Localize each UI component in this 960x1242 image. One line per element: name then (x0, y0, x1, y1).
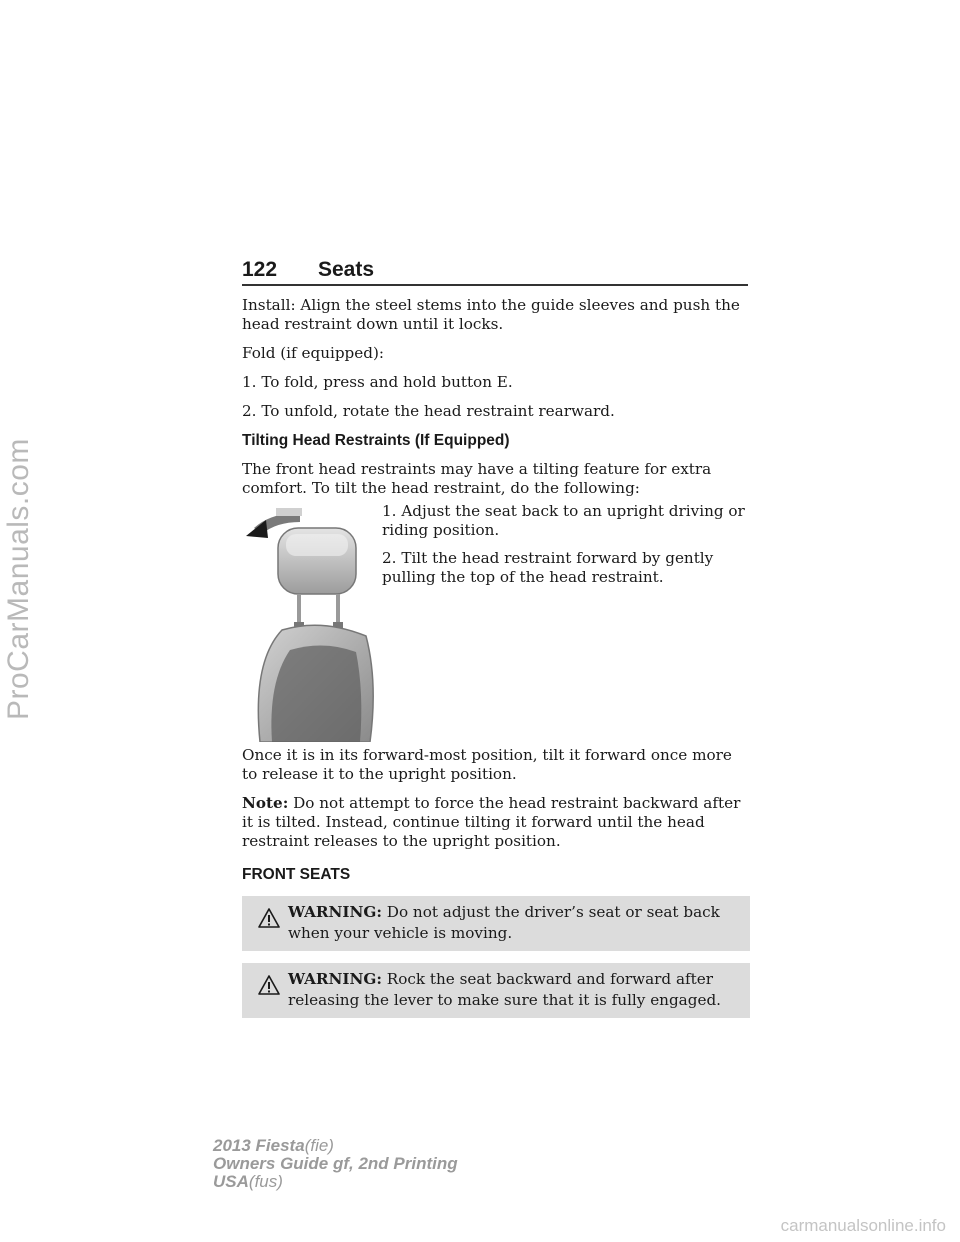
forward-most-paragraph: Once it is in its forward-most position, tilt it forward once more to release it to the upright position. (242, 746, 732, 783)
warning-triangle-icon (258, 975, 280, 995)
warning-box (242, 963, 750, 1018)
install-paragraph: Install: Align the steel stems into the guide sleeves and push the head restraint down until it locks. (242, 296, 740, 333)
footer-market-code: (fus) (248, 1172, 283, 1191)
warning-box (242, 896, 750, 951)
tilt-step-2: 2. Tilt the head restraint forward by gently pulling the top of the head restraint. (382, 549, 714, 586)
warning-message: Rock the seat backward and forward after releasing the lever to make sure that it is fully engaged. (288, 970, 721, 1009)
footer-market-line (213, 1173, 458, 1191)
section-title: Seats (318, 258, 375, 281)
head-restraint-tilt-illustration (242, 502, 376, 742)
tilting-heading: Tilting Head Restraints (If Equipped) (242, 432, 510, 449)
footer-model-line (213, 1137, 458, 1155)
tilting-intro: The front head restraints may have a tilting feature for extra comfort. To tilt the head restraint, do the following: (242, 460, 712, 497)
fold-step-2: 2. To unfold, rotate the head restraint rearward. (242, 402, 615, 420)
footer-market: USA (213, 1172, 249, 1191)
footer-model: 2013 Fiesta (213, 1136, 305, 1155)
side-watermark: ProCarManuals.com (2, 438, 35, 720)
tilt-step-1: 1. Adjust the seat back to an upright driving or riding position. (382, 502, 745, 539)
warning-label: WARNING: (288, 970, 382, 988)
page-number: 122 (242, 258, 278, 281)
tilt-figure-row (242, 502, 750, 738)
note-label: Note: (242, 794, 289, 812)
warning-text (288, 969, 738, 1011)
warning-message: Do not adjust the driver’s seat or seat back when your vehicle is moving. (288, 903, 720, 942)
page-content (242, 296, 750, 1030)
fold-heading: Fold (if equipped): (242, 344, 385, 362)
footer-guide-line (213, 1155, 458, 1173)
page-footer (213, 1137, 458, 1191)
fold-step-1: 1. To fold, press and hold button E. (242, 373, 513, 391)
bottom-watermark: carmanualsonline.info (780, 1216, 946, 1235)
tilt-steps (382, 502, 750, 596)
footer-guide: Owners Guide gf, 2nd Printing (213, 1154, 458, 1173)
page-header (242, 258, 748, 286)
footer-model-code: (fie) (304, 1136, 334, 1155)
warning-triangle-icon (258, 908, 280, 928)
front-seats-heading: FRONT SEATS (242, 866, 351, 883)
warning-label: WARNING: (288, 903, 382, 921)
note-text: Do not attempt to force the head restraint backward after it is tilted. Instead, continue tilting it forward until the head restraint releases to the upright position. (242, 794, 741, 850)
warning-text (288, 902, 738, 944)
note-paragraph (242, 794, 750, 851)
